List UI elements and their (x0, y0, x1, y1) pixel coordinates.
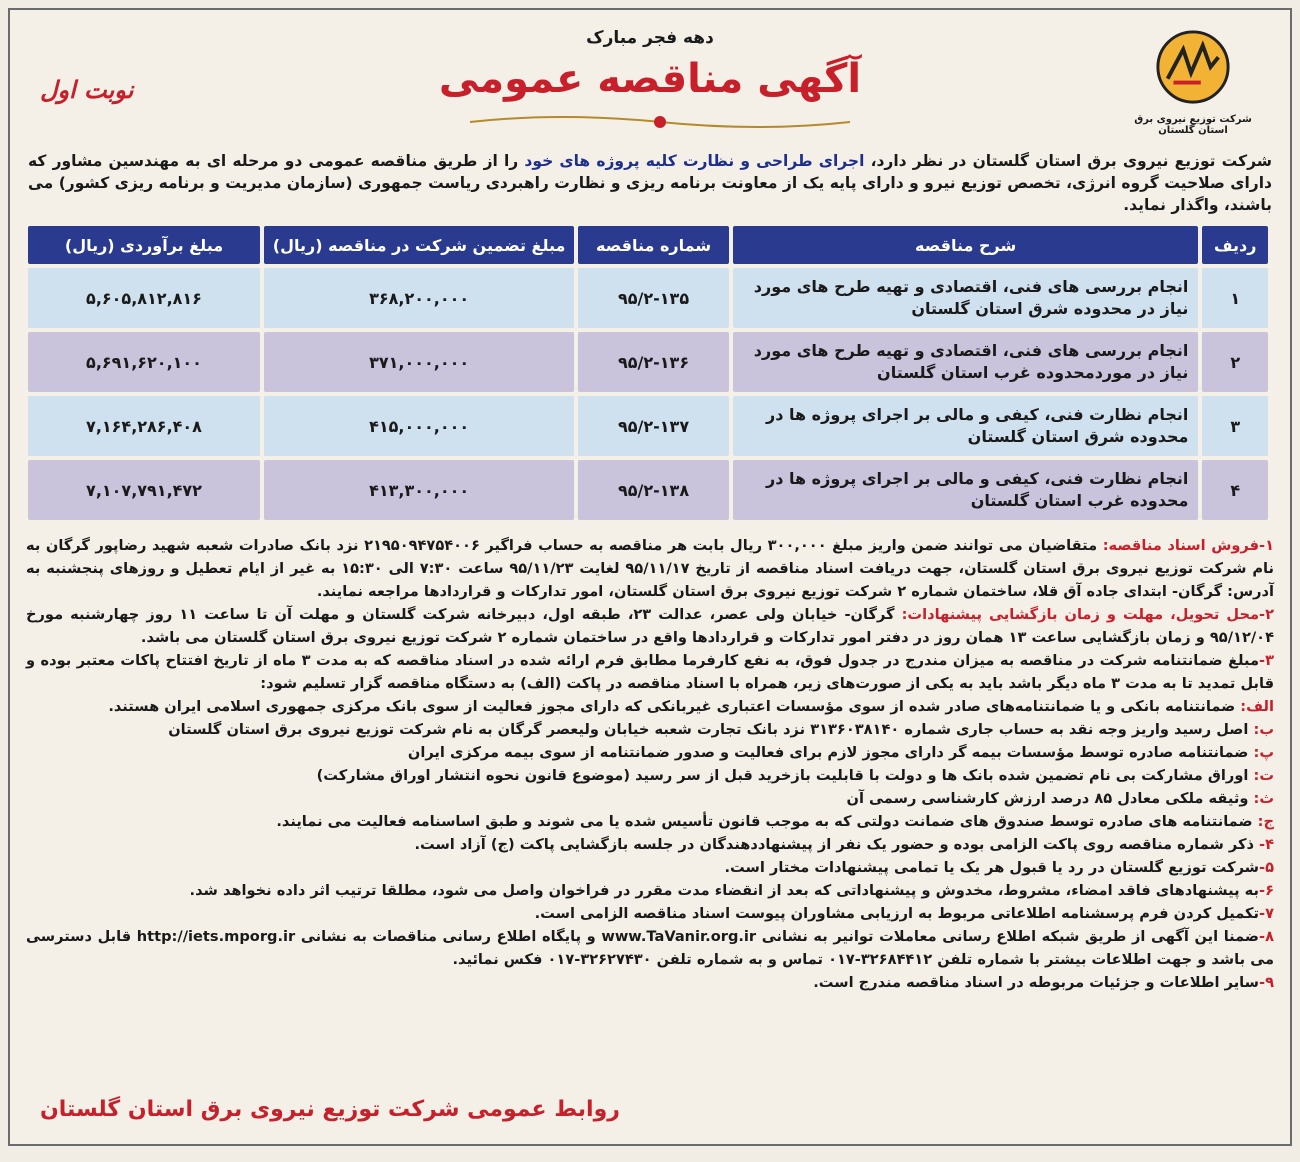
row-guarantee: ۳۶۸,۲۰۰,۰۰۰ (262, 266, 576, 330)
clause-b (26, 718, 1274, 741)
clause-9-text: سایر اطلاعات و جزئیات مربوطه در اسناد مناقصه مندرج است. (813, 974, 1260, 991)
clause-7-label: ۷- (1259, 905, 1274, 922)
table-row (26, 458, 1270, 522)
row-no: ۲ (1200, 330, 1270, 394)
clause-5-text: شرکت توزیع گلستان در رد یا قبول هر یک یا تمامی پیشنهادات مختار است. (724, 859, 1260, 876)
row-guarantee: ۴۱۵,۰۰۰,۰۰۰ (262, 394, 576, 458)
clause-s (26, 787, 1274, 810)
clause-3-label: ۳- (1259, 652, 1274, 669)
clause-a-label: الف: (1240, 698, 1274, 715)
intro-highlight-2: گروه انرژی، تخصص توزیع نیرو و دارای پایه یک (802, 174, 1159, 192)
row-description: انجام نظارت فنی، کیفی و مالی بر اجرای پروژه ها در محدوده غرب استان گلستان (731, 458, 1201, 522)
clause-a (26, 695, 1274, 718)
table-row (26, 266, 1270, 330)
clause-b-text: اصل رسید واریز وجه نقد به حساب جاری شماره ۳۱۳۶۰۳۸۱۴۰ نزد بانک تجارت شعبه خیابان ولیعصر گرگان به نام شرکت توزیع نیروی برق استان گلستان (168, 721, 1254, 738)
clause-1 (26, 534, 1274, 603)
clause-j-text: ضمانتنامه های صادره توسط صندوق های ضمانت دولتی که به موجب قانون تأسیس شده یا می شوند و طبق اساسنامه فعالیت می نمایند. (276, 813, 1258, 830)
clause-5-label: ۵- (1259, 859, 1274, 876)
clause-1-text: متقاضیان می توانند ضمن واریز مبلغ ۳۰۰,۰۰۰ ریال بابت هر مناقصه به حساب فراگیر ۲۱۹۵۰۹۴۷۵۴۰۰۶ نزد بانک صادرات شعبه شهید رضاپور گرگان به نام شرکت توزیع نیروی برق استان گلستان، جهت دریافت اسناد مناقصه از تاریخ ۹۵/۱۱/۱۷ لغایت ۹۵/۱۱/۲۳ ساعت ۷:۳۰ الی ۱۵:۳۰ به غیر از ایام تعطیل و روزهای پنجشنبه به آدرس: گرگان- ابتدای جاده آق قلا، ساختمان شماره ۲ شرکت توزیع نیروی برق استان گلستان، امور تدارکات و قراردادها مراجعه نمایند. (26, 537, 1274, 600)
row-no: ۳ (1200, 394, 1270, 458)
clause-j (26, 810, 1274, 833)
intro-text-1: در نظر دارد، (864, 152, 973, 170)
row-tender-no: ۹۵/۲-۱۳۵ (576, 266, 731, 330)
clause-2 (26, 603, 1274, 649)
clauses (26, 534, 1274, 994)
clause-6-text: به پیشنهادهای فاقد امضاء، مشروط، مخدوش و پیشنهاداتی که بعد از انقضاء مدت مقرر در فراخوان واصل می شود، مطلقا ترتیب اثر داده نخواهد شد. (189, 882, 1260, 899)
clause-a-text: ضمانتنامه بانکی و یا ضمانتنامه‌های صادر شده از سوی مؤسسات اعتباری غیربانکی که دارای مجوز فعالیت از سوی بانک مرکزی جمهوری اسلامی ایران هستند. (108, 698, 1241, 715)
footer-signature: روابط عمومی شرکت توزیع نیروی برق استان گلستان (40, 1097, 620, 1122)
intro-highlight-1: اجرای طراحی و نظارت کلیه پروژه های خود (524, 152, 865, 170)
clause-3-text: مبلغ ضمانتنامه شرکت در مناقصه به میزان مندرج در جدول فوق، به نفع کارفرما مطابق فرم ارائه شده در اسناد مناقصه که به مدت ۳ ماه از تاریخ افتتاح پاکات معتبر بوده و قابل تمدید تا به مدت ۳ ماه دیگر باشد باید به یکی از صورت‌های زیر، همراه با اسناد مناقصه در پاکت (الف) به دستگاه مناقصه گزار تسلیم شود: (26, 652, 1274, 692)
clause-j-label: ج: (1257, 813, 1274, 830)
clause-5 (26, 856, 1274, 879)
intro-text-2: را از طریق مناقصه عمومی دو مرحله ای به مهندسین مشاور که دارای صلاحیت (28, 152, 1272, 192)
clause-s-label: ث: (1253, 790, 1274, 807)
clause-8-label: ۸- (1259, 928, 1275, 945)
row-no: ۱ (1200, 266, 1270, 330)
clause-p (26, 741, 1274, 764)
round-badge: نوبت اول (40, 76, 134, 104)
clause-2-text: گرگان- خیابان ولی عصر، عدالت ۲۳، طبقه اول، دبیرخانه شرکت گلستان و مهلت آن تا ساعت ۱۱ روز چهارشنبه مورخ ۹۵/۱۲/۰۴ و زمان بازگشایی ساعت ۱۳ همان روز در دفتر امور تدارکات و قراردادها واقع در ساختمان شماره ۲ شرکت توزیع نیروی برق استان گلستان می باشد. (26, 606, 1274, 646)
clause-9-label: ۹- (1259, 974, 1274, 991)
tender-notice (8, 8, 1292, 1146)
clause-4 (26, 833, 1274, 856)
intro-paragraph (28, 150, 1272, 216)
clause-t-text: اوراق مشارکت بی نام تضمین شده بانک ها و دولت با قابلیت بازخرید قبل از سر رسید (موضوع قانون نحوه انتشار اوراق مشارکت) (316, 767, 1254, 784)
col-header-guarantee: مبلغ تضمین شرکت در مناقصه (ریال) (262, 224, 576, 266)
table-row (26, 394, 1270, 458)
clause-p-text: ضمانتنامه صادره توسط مؤسسات بیمه گر دارای مجوز لازم برای فعالیت و صدور ضمانتنامه از سوی بیمه مرکزی ایران (407, 744, 1254, 761)
intro-company: شرکت توزیع نیروی برق استان گلستان (972, 152, 1272, 170)
clause-4-label: ۴- (1259, 836, 1274, 853)
clause-8-text: ضمنا این آگهی از طریق شبکه اطلاع رسانی معاملات توانیر به نشانی www.TaVanir.org.ir و پایگاه اطلاع رسانی مناقصات به نشانی http://iets.mporg.ir قابل دسترسی می باشد و جهت اطلاعات بیشتر با شماره تلفن ۳۲۶۸۴۴۱۲-۰۱۷ تماس و به شماره تلفن ۳۲۶۲۷۴۳۰-۰۱۷ فکس نمائید. (26, 928, 1274, 968)
table-row (26, 330, 1270, 394)
row-guarantee: ۴۱۳,۳۰۰,۰۰۰ (262, 458, 576, 522)
row-estimate: ۵,۶۹۱,۶۲۰,۱۰۰ (26, 330, 262, 394)
row-estimate: ۷,۱۶۴,۲۸۶,۴۰۸ (26, 394, 262, 458)
row-estimate: ۷,۱۰۷,۷۹۱,۴۷۲ (26, 458, 262, 522)
clause-p-label: پ: (1253, 744, 1274, 761)
clause-3 (26, 649, 1274, 695)
clause-t (26, 764, 1274, 787)
tenders-table (26, 224, 1270, 522)
row-description: انجام بررسی های فنی، اقتصادی و تهیه طرح های مورد نیاز در محدوده شرق استان گلستان (731, 266, 1201, 330)
clause-t-label: ت: (1253, 767, 1274, 784)
clause-9 (26, 971, 1274, 994)
table-header-row (26, 224, 1270, 266)
clause-7-text: تکمیل کردن فرم پرسشنامه اطلاعاتی مربوط به ارزیابی مشاوران پیوست اسناد مناقصه الزامی است. (534, 905, 1260, 922)
row-no: ۴ (1200, 458, 1270, 522)
occasion-text: دهه فجر مبارک (586, 28, 714, 48)
row-guarantee: ۳۷۱,۰۰۰,۰۰۰ (262, 330, 576, 394)
clause-6 (26, 879, 1274, 902)
row-description: انجام بررسی های فنی، اقتصادی و تهیه طرح های مورد نیاز در موردمحدوده غرب استان گلستان (731, 330, 1201, 394)
col-header-row-no: ردیف (1200, 224, 1270, 266)
intro-text-3: از معاونت برنامه ریزی و نظارت راهبردی ریاست جمهوری (سازمان مدیریت و برنامه ریزی کشور) می باشند، واگذار نماید. (28, 174, 1272, 214)
header (10, 10, 1290, 150)
row-tender-no: ۹۵/۲-۱۳۸ (576, 458, 731, 522)
clause-4-text: ذکر شماره مناقصه روی پاکت الزامی بوده و حضور یک نفر از پیشنهاددهندگان در جلسه بازگشایی پاکت (ج) آزاد است. (414, 836, 1260, 853)
clause-b-label: ب: (1253, 721, 1274, 738)
clause-s-text: وثیقه ملکی معادل ۸۵ درصد ارزش کارشناسی رسمی آن (846, 790, 1254, 807)
ornament-divider-icon (460, 110, 860, 134)
col-header-estimate: مبلغ برآوردی (ریال) (26, 224, 262, 266)
row-estimate: ۵,۶۰۵,۸۱۲,۸۱۶ (26, 266, 262, 330)
clause-8 (26, 925, 1274, 971)
clause-2-label: ۲-محل تحویل، مهلت و زمان بازگشایی پیشنهادات: (901, 606, 1274, 623)
col-header-tender-no: شماره مناقصه (576, 224, 731, 266)
clause-6-label: ۶- (1259, 882, 1274, 899)
row-tender-no: ۹۵/۲-۱۳۶ (576, 330, 731, 394)
page-title: آگهی مناقصه عمومی (438, 56, 862, 102)
clause-7 (26, 902, 1274, 925)
logo-caption: شرکت توزیع نیروی برق استان گلستان (1134, 114, 1252, 136)
col-header-description: شرح مناقصه (731, 224, 1201, 266)
row-tender-no: ۹۵/۲-۱۳۷ (576, 394, 731, 458)
row-description: انجام نظارت فنی، کیفی و مالی بر اجرای پروژه ها در محدوده شرق استان گلستان (731, 394, 1201, 458)
clause-1-label: ۱-فروش اسناد مناقصه: (1102, 537, 1275, 554)
